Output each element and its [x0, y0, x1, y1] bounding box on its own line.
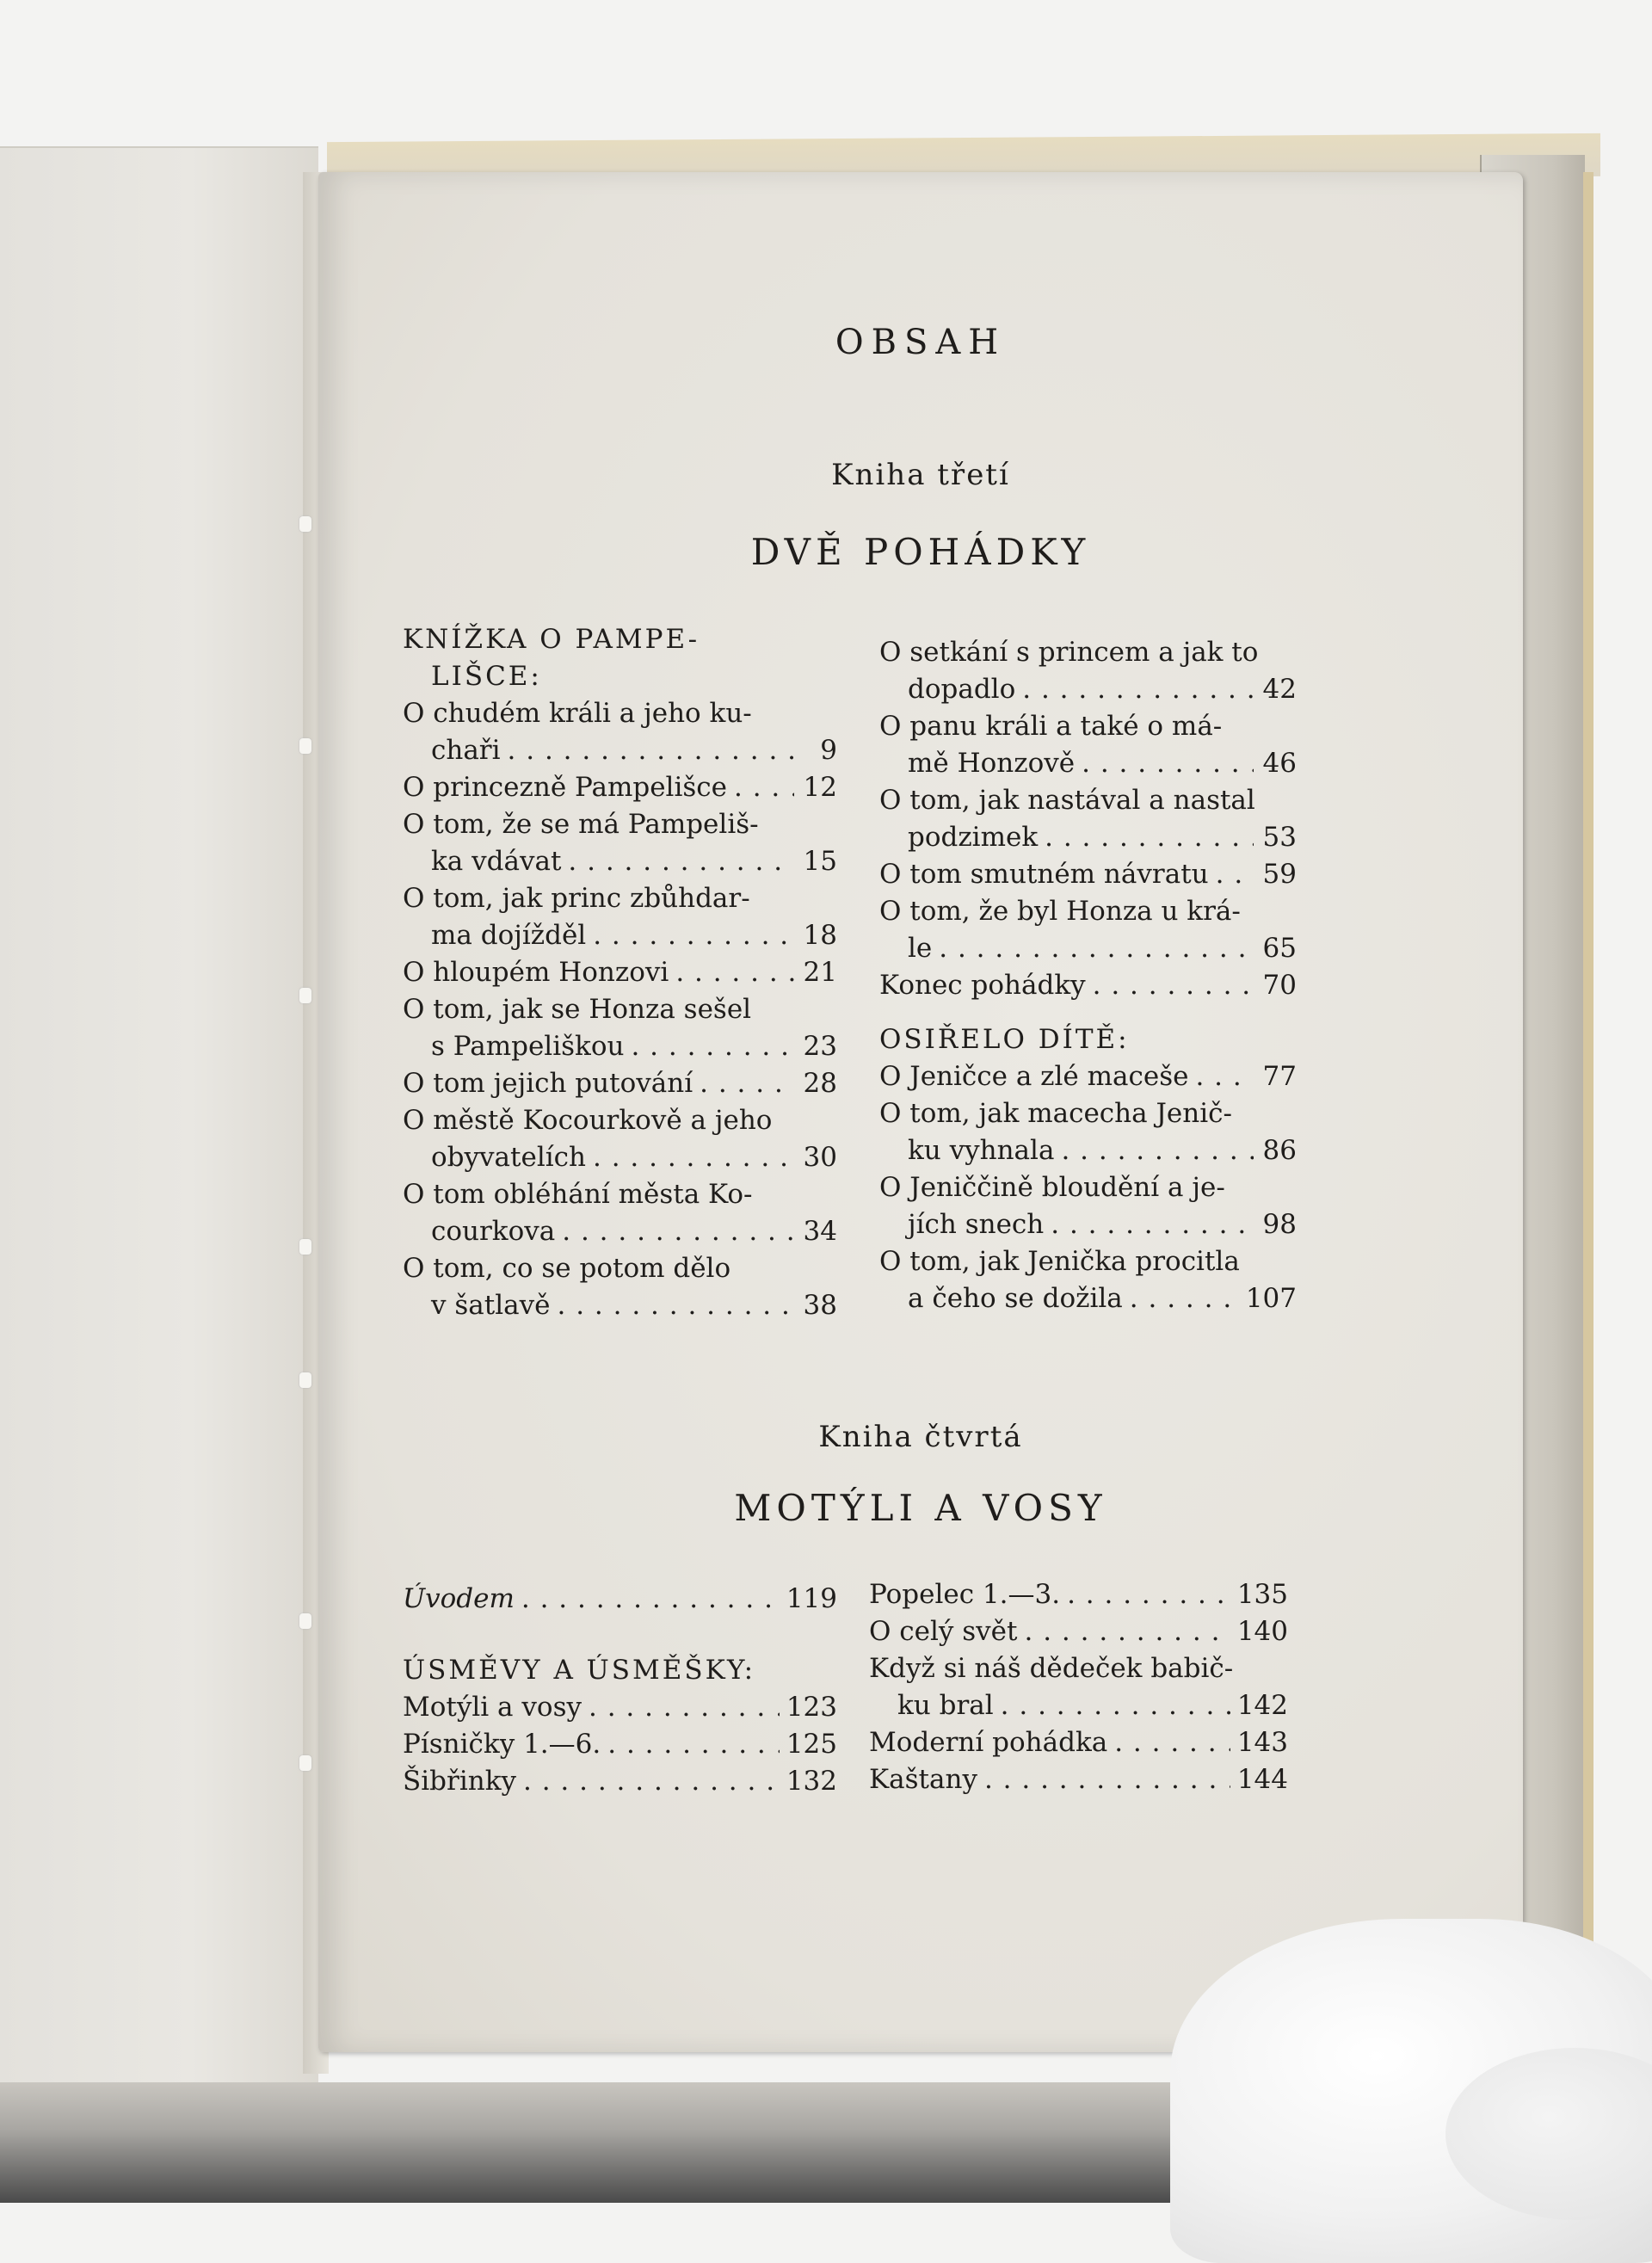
toc-entry	[403, 1763, 837, 1800]
book4-title: MOTÝLI A VOSY	[734, 1487, 1107, 1529]
entry-title-line: s Pampeliškou	[431, 1031, 625, 1062]
toc-entry	[879, 1095, 1297, 1169]
leader-dots	[1061, 1132, 1254, 1169]
spacer	[403, 1618, 837, 1652]
toc-entry	[403, 1689, 837, 1726]
toc-entry	[879, 1169, 1297, 1243]
toc-entry	[879, 708, 1297, 782]
section-heading-osirelo: OSIŘELO DÍTĚ:	[879, 1024, 1130, 1055]
page-number: 142	[1236, 1690, 1288, 1721]
entry-title-line: jích snech	[908, 1209, 1045, 1240]
entry-title-line: Když si náš dědeček babič-	[869, 1653, 1234, 1684]
leader-dots	[508, 732, 794, 769]
toc-entry	[879, 782, 1297, 856]
toc-entry	[869, 1724, 1288, 1761]
book4-column-right	[869, 1576, 1288, 1798]
binding-stitch	[299, 1613, 311, 1629]
page-number: 30	[803, 1142, 837, 1173]
entry-title-line: O princezně Pampelišce	[403, 772, 727, 803]
toc-entry	[403, 1176, 837, 1250]
entry-title-line: O chudém králi a jeho ku-	[403, 698, 752, 729]
page-number: 28	[803, 1068, 837, 1099]
page-number: 98	[1262, 1209, 1297, 1240]
entry-title-line: ma dojížděl	[431, 920, 587, 951]
leader-dots	[521, 1581, 780, 1618]
book3-column-right	[879, 634, 1297, 1317]
page-number: 21	[803, 957, 837, 988]
spacer	[879, 1004, 1297, 1021]
leader-dots	[631, 1028, 794, 1065]
leader-dots	[1130, 1280, 1239, 1317]
entry-title-line: Šibřinky	[403, 1766, 516, 1797]
leader-dots	[593, 917, 794, 954]
entry-title-line: podzimek	[908, 822, 1039, 853]
entry-title-line: Moderní pohádka	[869, 1727, 1108, 1758]
page-number: 18	[803, 920, 837, 951]
entry-title-line: O panu králi a také o má-	[879, 711, 1223, 742]
entry-title-line: O tom, že se má Pampeliš-	[403, 809, 759, 840]
page-number: 144	[1236, 1764, 1288, 1795]
page-number: 9	[820, 735, 837, 766]
section-heading-pampeliska: KNÍŽKA O PAMPE- LIŠCE:	[403, 624, 700, 692]
leader-dots	[593, 1139, 794, 1176]
entry-title-line: Konec pohádky	[879, 970, 1086, 1001]
leader-dots	[1045, 819, 1254, 856]
left-page	[0, 146, 318, 2084]
entry-title-line: O setkání s princem a jak to	[879, 637, 1259, 668]
leader-dots	[734, 769, 794, 806]
page-number: 34	[803, 1216, 837, 1247]
entry-title-line: chaři	[431, 735, 501, 766]
leader-dots	[523, 1763, 780, 1800]
leader-dots	[1067, 1576, 1230, 1613]
toc-entry	[403, 1102, 837, 1176]
toc-entry	[869, 1650, 1288, 1724]
page-number: 15	[803, 846, 837, 877]
toc-entry	[879, 1243, 1297, 1317]
page-number: 46	[1262, 748, 1297, 779]
leader-dots	[562, 1213, 794, 1250]
leader-dots	[1022, 671, 1254, 708]
entry-title-line: le	[908, 933, 933, 964]
entry-title-line: courkova	[431, 1216, 556, 1247]
page-number: 38	[803, 1290, 837, 1321]
entry-title-line: O tom, jak se Honza sešel	[403, 994, 752, 1025]
toc-entries	[879, 1058, 1297, 1317]
page-number: 107	[1245, 1283, 1297, 1314]
entry-title-line: O tom, jak princ zbůhdar-	[403, 883, 750, 914]
page-number: 123	[786, 1692, 837, 1723]
page-number: 53	[1262, 822, 1297, 853]
leader-dots	[1001, 1687, 1230, 1724]
entry-title-line: O Jeničce a zlé maceše	[879, 1061, 1189, 1092]
leader-dots	[1082, 745, 1254, 782]
book4-label: Kniha čtvrtá	[818, 1420, 1023, 1454]
entry-title-line: O tom smutném návratu	[879, 859, 1209, 890]
toc-entry	[403, 806, 837, 880]
leader-dots	[568, 843, 794, 880]
leader-dots	[939, 930, 1254, 967]
entry-title-line: O hloupém Honzovi	[403, 957, 669, 988]
page-number: 135	[1236, 1579, 1288, 1610]
leader-dots	[1216, 856, 1254, 893]
book3-column-left	[403, 621, 837, 1324]
entry-title-line: O městě Kocourkově a jeho	[403, 1105, 773, 1136]
entry-title-line: O tom jejich putování	[403, 1068, 693, 1099]
binding-stitch	[299, 988, 311, 1003]
leader-dots	[675, 954, 794, 991]
binding-stitch	[299, 1239, 311, 1255]
leader-dots	[700, 1065, 794, 1102]
entry-title-line: Kaštany	[869, 1764, 977, 1795]
page-number: 70	[1262, 970, 1297, 1001]
entry-title-line: O tom, jak nastával a nastal	[879, 785, 1255, 816]
toc-entry	[403, 954, 837, 991]
entry-title-line: O tom obléhání města Ko-	[403, 1179, 753, 1210]
section-heading-usmevy: ÚSMĚVY A ÚSMĚŠKY:	[403, 1655, 756, 1686]
page-number: 132	[786, 1766, 837, 1797]
page-number: 125	[786, 1729, 837, 1760]
binding-stitch	[299, 516, 311, 532]
page-number: 23	[803, 1031, 837, 1062]
leader-dots	[1051, 1206, 1254, 1243]
entry-title-line: Popelec 1.—3.	[869, 1579, 1061, 1610]
toc-entry	[403, 769, 837, 806]
page-number: 143	[1236, 1727, 1288, 1758]
toc-entry	[403, 695, 837, 769]
entry-title-line: O tom, jak macecha Jenič-	[879, 1098, 1232, 1129]
toc-entry	[403, 1726, 837, 1763]
toc-entry-intro: Úvodem . . . 119	[403, 1581, 837, 1618]
leader-dots	[1195, 1058, 1254, 1095]
cover-edge	[1583, 172, 1593, 2022]
entry-title-line: O celý svět	[869, 1616, 1018, 1647]
binding-stitch	[299, 1755, 311, 1771]
toc-entry	[869, 1761, 1288, 1798]
page-title: OBSAH	[835, 323, 1007, 362]
toc-entry	[403, 1250, 837, 1324]
entry-title-line: ka vdávat	[431, 846, 562, 877]
toc-entry	[879, 967, 1297, 1004]
leader-dots	[607, 1726, 780, 1763]
toc-entry	[869, 1576, 1288, 1613]
toc-entries	[403, 1689, 837, 1800]
toc-entries	[403, 695, 837, 1324]
entry-title-line: O tom, co se potom dělo	[403, 1253, 731, 1284]
page-number: 140	[1236, 1616, 1288, 1647]
page-number: 12	[803, 772, 837, 803]
page-number: 42	[1262, 674, 1297, 705]
toc-entries	[879, 634, 1297, 1004]
entry-title-line: O Jeniččině bloudění a je-	[879, 1172, 1225, 1203]
leader-dots	[1024, 1613, 1230, 1650]
book4-column-left	[403, 1581, 837, 1800]
entry-title-line: a čeho se dožila	[908, 1283, 1123, 1314]
toc-entry	[879, 1058, 1297, 1095]
toc-entries	[869, 1576, 1288, 1798]
binding-stitch	[299, 1372, 311, 1388]
entry-title-line: obyvatelích	[431, 1142, 586, 1173]
toc-entry	[403, 991, 837, 1065]
toc-entry	[879, 634, 1297, 708]
entry-title-line: v šatlavě	[431, 1290, 551, 1321]
page-number: 86	[1262, 1135, 1297, 1166]
page-number: 65	[1262, 933, 1297, 964]
entry-title-line: mě Honzově	[908, 748, 1076, 779]
toc-entry	[403, 1065, 837, 1102]
leader-dots	[1114, 1724, 1230, 1761]
entry-title-line: O tom, že byl Honza u krá-	[879, 896, 1241, 927]
entry-title-line: Motýli a vosy	[403, 1692, 582, 1723]
toc-entry	[879, 893, 1297, 967]
book3-title: DVĚ POHÁDKY	[750, 531, 1091, 573]
binding-stitch	[299, 738, 311, 754]
toc-entry	[403, 880, 837, 954]
leader-dots	[1093, 967, 1254, 1004]
leader-dots	[557, 1287, 794, 1324]
entry-title-line: ku vyhnala	[908, 1135, 1055, 1166]
toc-entry	[869, 1613, 1288, 1650]
entry-title-line: O tom, jak Jenička procitla	[879, 1246, 1240, 1277]
leader-dots	[984, 1761, 1230, 1798]
toc-entry	[879, 856, 1297, 893]
leader-dots	[589, 1689, 780, 1726]
entry-title-line: ku bral	[897, 1690, 994, 1721]
entry-title-line: Písničky 1.—6.	[403, 1729, 601, 1760]
entry-title-line: dopadlo	[908, 674, 1016, 705]
page-number: 59	[1262, 859, 1297, 890]
page-number: 119	[786, 1583, 837, 1614]
book3-label: Kniha třetí	[831, 458, 1010, 492]
page-number: 77	[1262, 1061, 1297, 1092]
